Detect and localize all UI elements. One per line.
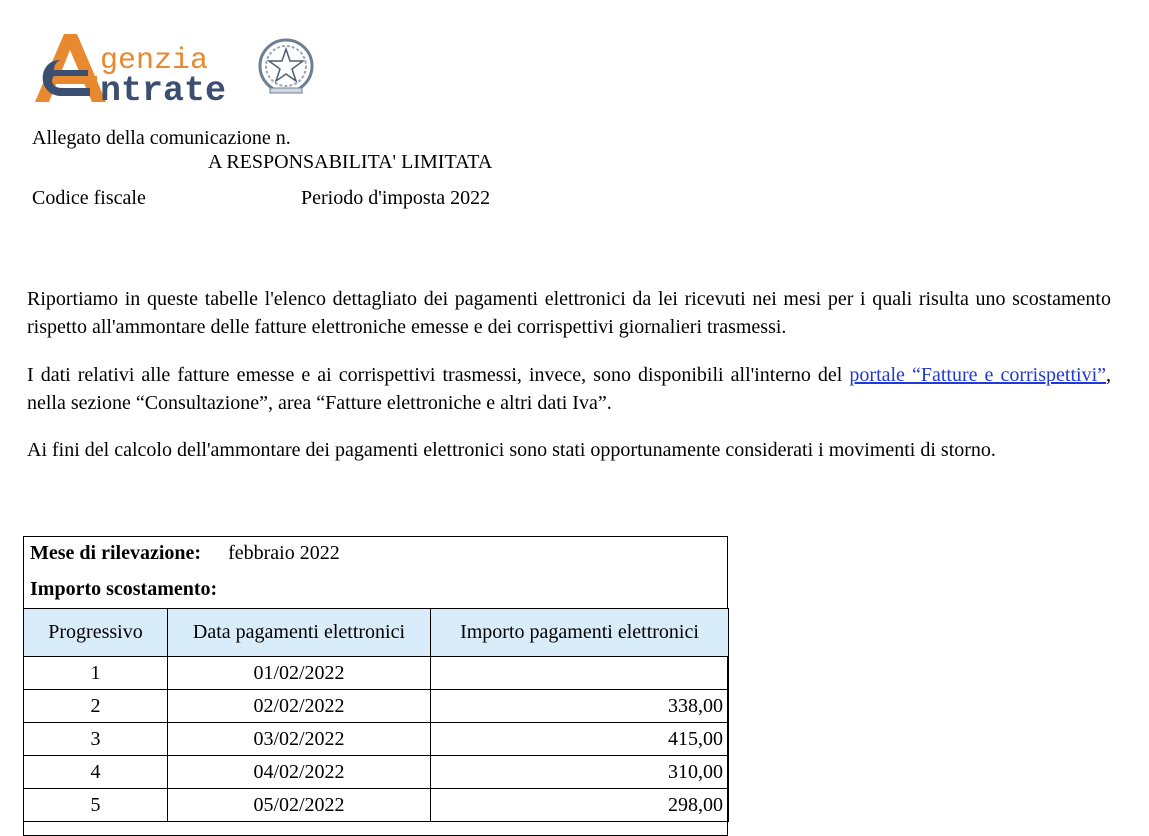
intro-paragraph: Riportiamo in queste tabelle l'elenco dettagliato dei pagamenti elettronici da lei ricevuti nei mesi per i quali risulta uno scostamento rispetto all'ammontare delle fatture elettroniche emesse e dei corrispettivi giornalieri trasmessi. — [27, 288, 1111, 338]
logo-word-entrate: ntrate — [100, 71, 227, 111]
data-cell: 02/02/2022 — [168, 690, 431, 723]
payments-table — [23, 608, 729, 822]
importo-cell: 415,00 — [431, 723, 729, 756]
portal-paragraph-end: , nella sezione “Consultazione”, area “Fatture elettroniche e altri dati Iva”. — [27, 364, 1111, 414]
table-row — [24, 789, 729, 822]
importo-cell: 338,00 — [431, 690, 729, 723]
column-header-importo: Importo pagamenti elettronici — [431, 609, 729, 657]
company-name-suffix: A RESPONSABILITA' LIMITATA — [208, 151, 493, 173]
data-cell: 04/02/2022 — [168, 756, 431, 789]
mese-rilevazione-label: Mese di rilevazione: — [30, 542, 202, 564]
agenzia-entrate-logo — [30, 30, 320, 110]
agenzia-entrate-logo-mark — [30, 30, 110, 110]
importo-cell — [431, 657, 729, 690]
column-header-progressivo: Progressivo — [24, 609, 168, 657]
portal-paragraph-start: I dati relativi alle fatture emesse e ai corrispettivi trasmessi, invece, sono disponibili all'interno del — [27, 364, 850, 386]
republic-emblem-icon — [256, 34, 316, 100]
data-cell: 03/02/2022 — [168, 723, 431, 756]
progressivo-cell: 3 — [24, 723, 168, 756]
data-cell: 05/02/2022 — [168, 789, 431, 822]
logo-word-agenzia: genzia — [100, 44, 209, 78]
mese-rilevazione-row — [30, 542, 340, 565]
importo-cell: 298,00 — [431, 789, 729, 822]
data-cell: 01/02/2022 — [168, 657, 431, 690]
codice-fiscale-label: Codice fiscale — [32, 187, 146, 209]
progressivo-cell: 4 — [24, 756, 168, 789]
portale-fatture-corrispettivi-link[interactable]: portale “Fatture e corrispettivi” — [849, 364, 1106, 386]
progressivo-cell: 5 — [24, 789, 168, 822]
importo-scostamento-label: Importo scostamento: — [30, 578, 218, 600]
payments-table-box — [23, 536, 728, 836]
importo-scostamento-row — [30, 578, 217, 601]
importo-cell: 310,00 — [431, 756, 729, 789]
storno-paragraph: Ai fini del calcolo dell'ammontare dei pagamenti elettronici sono stati opportunamente considerati i movimenti di storno. — [27, 439, 996, 461]
table-header-row — [24, 609, 729, 657]
portal-paragraph — [27, 361, 1111, 417]
table-row — [24, 756, 729, 789]
table-row — [24, 723, 729, 756]
periodo-imposta: Periodo d'imposta 2022 — [301, 187, 491, 209]
table-row — [24, 657, 729, 690]
progressivo-cell: 2 — [24, 690, 168, 723]
progressivo-cell: 1 — [24, 657, 168, 690]
column-header-data: Data pagamenti elettronici — [168, 609, 431, 657]
allegato-line: Allegato della comunicazione n. — [32, 127, 291, 149]
mese-rilevazione-value: febbraio 2022 — [228, 542, 340, 564]
table-row — [24, 690, 729, 723]
